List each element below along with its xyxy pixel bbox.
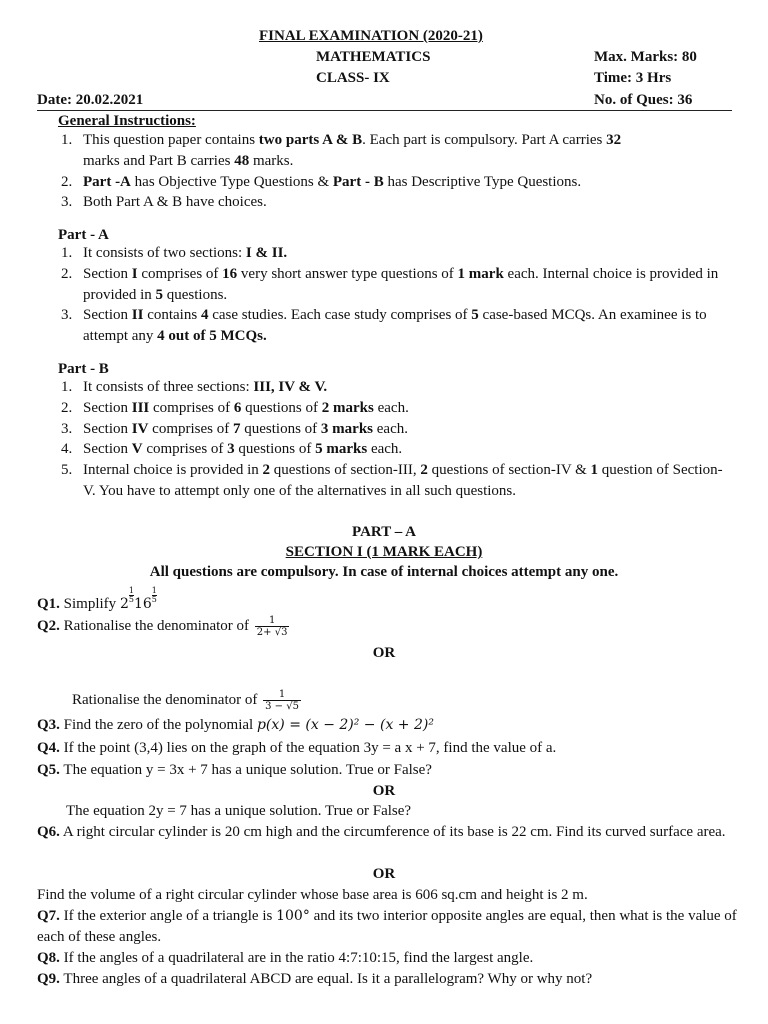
or-label: OR bbox=[372, 645, 396, 661]
list-item: 3. Section IV comprises of 7 questions of 3 marks each. bbox=[61, 420, 408, 437]
question-6-alternative: Find the volume of a right circular cylinder whose base area is 606 sq.cm and height is 2 m. bbox=[37, 887, 588, 903]
question-5-alternative: The equation 2y = 7 has a unique solution. True or False? bbox=[66, 803, 412, 819]
list-item: 4. Section V comprises of 3 questions of 5 marks each. bbox=[61, 441, 403, 458]
list-item: 3. Both Part A & B have choices. bbox=[61, 194, 267, 211]
or-label: OR bbox=[372, 783, 396, 799]
section-title: SECTION I (1 MARK EACH) bbox=[285, 544, 483, 560]
list-item: 1. This question paper contains two parts A & B. Each part is compulsory. Part A carries 32 marks and Part B carries 48 marks. bbox=[61, 132, 622, 169]
question-2-alternative: Rationalise the denominator of $\frac{1}{3 - √5}$ bbox=[72, 689, 299, 712]
part-b-heading: Part - B bbox=[58, 361, 109, 377]
class-name: CLASS- IX bbox=[316, 70, 390, 86]
part-a-heading: Part - A bbox=[58, 227, 109, 243]
part-a-instructions-list bbox=[37, 243, 737, 347]
list-item: 1. It consists of two sections: I & II. bbox=[61, 245, 288, 261]
general-instructions-heading: General Instructions: bbox=[58, 113, 196, 129]
part-a-title: PART – A bbox=[352, 524, 416, 540]
question-6: Q6. A right circular cylinder is 20 cm high and the circumference of its base is 22 cm. Find its curved surface area. bbox=[37, 824, 726, 840]
general-instructions-list bbox=[37, 130, 737, 213]
exam-title: FINAL EXAMINATION (2020-21) bbox=[259, 28, 483, 44]
exam-date: Date: 20.02.2021 bbox=[37, 92, 144, 108]
question-3: Q3. Find the zero of the polynomial p(x) = (x − 2)² − (x + 2)² bbox=[37, 717, 434, 733]
list-item: 2. Part -A has Objective Type Questions & Part - B has Descriptive Type Questions. bbox=[61, 173, 582, 190]
question-1: Q1. Simplify 2 $\frac{1}{5}$ 16 $\frac{1}{5}$ bbox=[37, 586, 157, 612]
list-item: 2. Section I comprises of 16 very short answer type questions of 1 mark each. Internal choice is provided in provided in 5 questions. bbox=[61, 265, 719, 303]
max-marks: Max. Marks: 80 bbox=[594, 49, 697, 65]
question-2: Q2. Rationalise the denominator of $\frac{1}{2+ √3}$ bbox=[37, 615, 288, 638]
list-item: 3. Section II contains 4 case studies. Each case study comprises of 5 case-based MCQs. An examinee is to attempt any 4 out of 5 MCQs. bbox=[61, 307, 707, 345]
fraction: $\frac{1}{3 - √5}$ bbox=[265, 689, 299, 712]
list-item: 1. It consists of three sections: III, IV & V. bbox=[61, 379, 328, 395]
time-allowed: Time: 3 Hrs bbox=[594, 70, 672, 86]
section-instruction: All questions are compulsory. In case of internal choices attempt any one. bbox=[149, 564, 619, 580]
question-8: Q8. If the angles of a quadrilateral are in the ratio 4:7:10:15, find the largest angle. bbox=[37, 950, 534, 966]
question-5: Q5. The equation y = 3x + 7 has a unique solution. True or False? bbox=[37, 762, 432, 778]
list-item: 5. Internal choice is provided in 2 questions of section-III, 2 questions of section-IV & 1 question of Section-V. You have to attempt only one of the alternatives in all such questions. bbox=[61, 462, 723, 499]
subject-name: MATHEMATICS bbox=[316, 49, 431, 65]
or-label: OR bbox=[372, 866, 396, 882]
question-4: Q4. If the point (3,4) lies on the graph of the equation 3y = a x + 7, find the value of a. bbox=[37, 740, 557, 756]
list-item: 2. Section III comprises of 6 questions of 2 marks each. bbox=[61, 399, 409, 416]
part-b-instructions-list bbox=[37, 377, 737, 502]
question-9: Q9. Three angles of a quadrilateral ABCD are equal. Is it a parallelogram? Why or why not? bbox=[37, 971, 593, 987]
question-count: No. of Ques: 36 bbox=[594, 92, 693, 108]
question-7: Q7. If the exterior angle of a triangle is 100° and its two interior opposite angles are equal, then what is the value of each of these angles. bbox=[37, 908, 737, 945]
fraction: $\frac{1}{2+ √3}$ bbox=[256, 615, 288, 638]
